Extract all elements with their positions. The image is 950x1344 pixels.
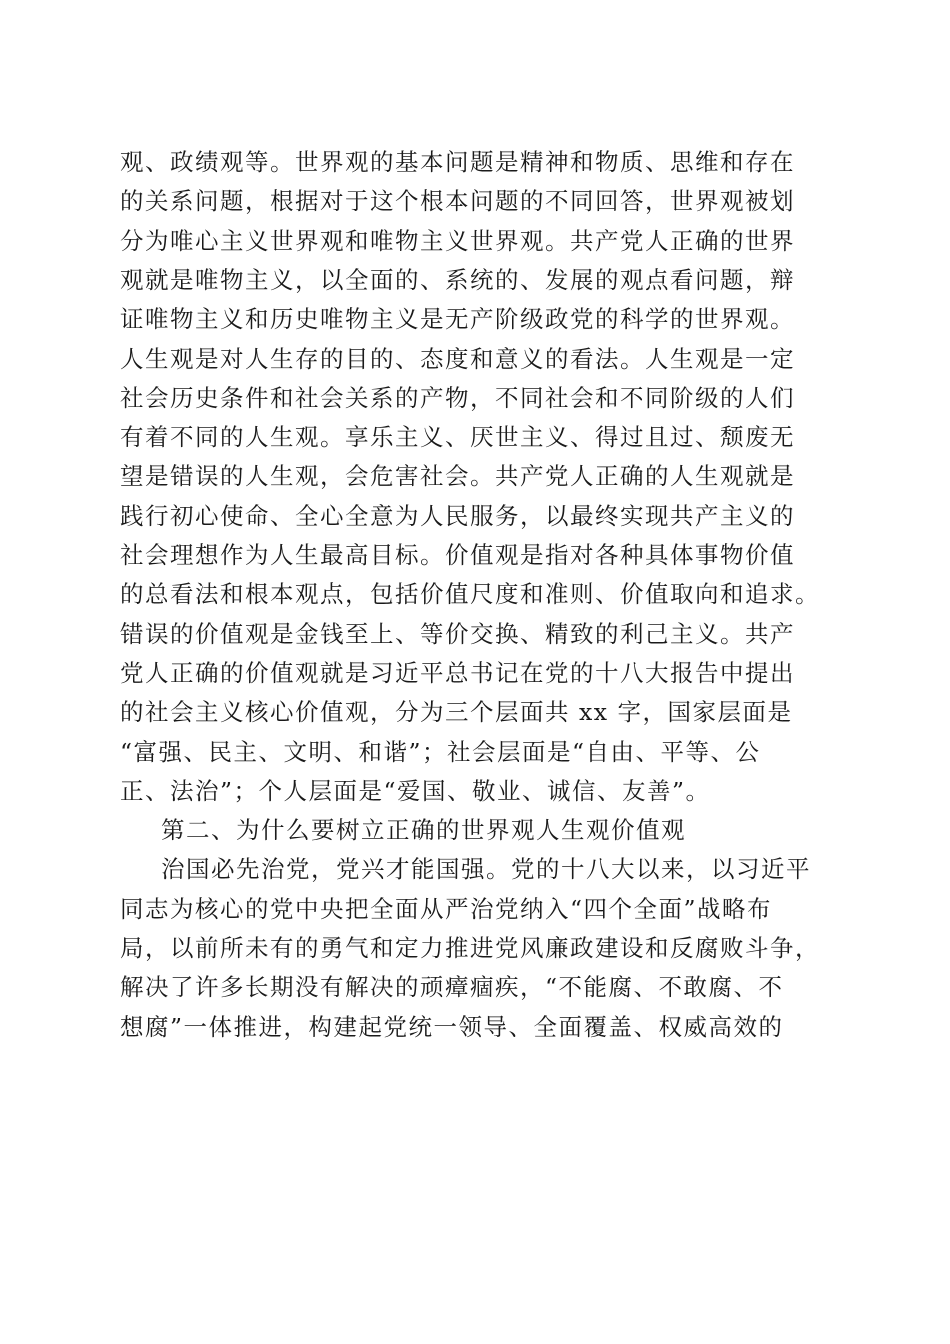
text-line: 践行初心使命、全心全意为人民服务，以最终实现共产主义的 — [120, 501, 795, 530]
text-line: 望是错误的人生观，会危害社会。共产党人正确的人生观就是 — [120, 462, 795, 491]
text-line: 观就是唯物主义，以全面的、系统的、发展的观点看问题，辩 — [120, 265, 795, 294]
text-line: 的总看法和根本观点，包括价值尺度和准则、价值取向和追求。 — [120, 580, 820, 609]
text-line: 党人正确的价值观就是习近平总书记在党的十八大报告中提出 — [120, 658, 795, 687]
text-line: 社会理想作为人生最高目标。价值观是指对各种具体事物价值 — [120, 541, 795, 569]
paragraph-start-line: 第二、为什么要树立正确的世界观人生观价值观 — [161, 816, 686, 845]
text-line: 正、法治”；个人层面是“爱国、敬业、诚信、友善”。 — [120, 776, 711, 805]
text-line: 有着不同的人生观。享乐主义、厌世主义、得过且过、颓废无 — [120, 423, 795, 452]
text-line: 证唯物主义和历史唯物主义是无产阶级政党的科学的世界观。 — [120, 305, 795, 334]
text-line: 观、政绩观等。世界观的基本问题是精神和物质、思维和存在 — [120, 148, 795, 176]
text-line: 解决了许多长期没有解决的顽瘴痼疾，“不能腐、不敢腐、不 — [120, 973, 784, 1002]
text-line: 想腐”一体推进，构建起党统一领导、全面覆盖、权威高效的 — [120, 1012, 784, 1041]
text-line: 社会历史条件和社会关系的产物，不同社会和不同阶级的人们 — [120, 383, 795, 412]
paragraph-start-line: 治国必先治党，党兴才能国强。党的十八大以来，以习近平 — [161, 855, 811, 884]
text-line: 错误的价值观是金钱至上、等价交换、精致的利己主义。共产 — [120, 619, 795, 648]
text-line: 同志为核心的党中央把全面从严治党纳入“四个全面”战略布 — [120, 894, 773, 923]
text-line: 的社会主义核心价值观，分为三个层面共 xx 字，国家层面是 — [120, 698, 793, 727]
text-line: 分为唯心主义世界观和唯物主义世界观。共产党人正确的世界 — [120, 226, 795, 255]
text-line: 的关系问题，根据对于这个根本问题的不同回答，世界观被划 — [120, 187, 795, 216]
text-line: 人生观是对人生存的目的、态度和意义的看法。人生观是一定 — [120, 344, 795, 373]
text-line: “富强、民主、文明、和谐”；社会层面是“自由、平等、公 — [120, 737, 761, 766]
text-line: 局，以前所未有的勇气和定力推进党风廉政建设和反腐败斗争， — [120, 934, 820, 962]
